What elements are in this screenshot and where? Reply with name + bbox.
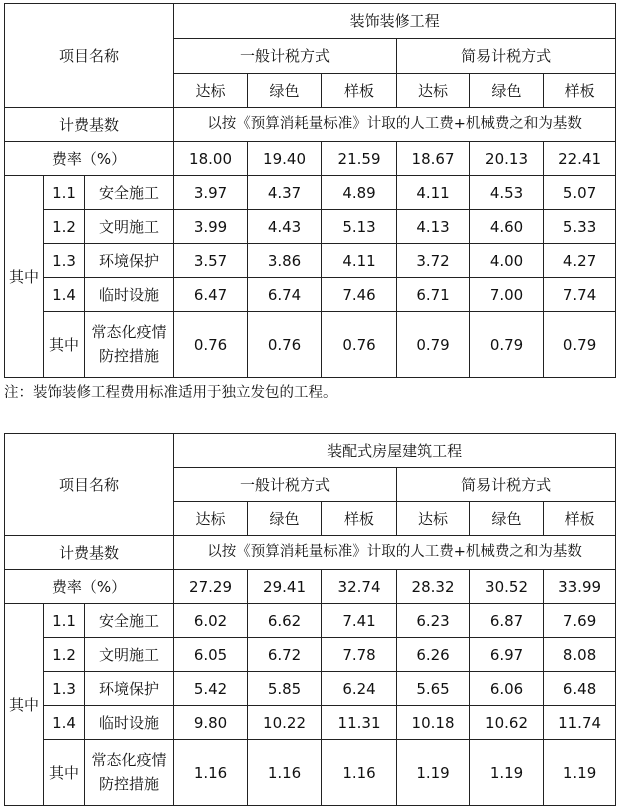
cell-value: 4.89 (322, 176, 397, 210)
cell-value: 6.24 (322, 672, 397, 706)
grade-header: 绿色 (470, 502, 544, 536)
basis-label: 计费基数 (5, 536, 174, 570)
cell-value: 6.72 (248, 638, 322, 672)
rate-value: 30.52 (470, 570, 544, 604)
grade-header: 绿色 (470, 74, 544, 108)
cell-value: 6.47 (174, 278, 248, 312)
cell-value: 5.07 (544, 176, 616, 210)
cell-value: 7.69 (544, 604, 616, 638)
cell-value: 4.11 (397, 176, 470, 210)
row-number: 1.4 (44, 278, 85, 312)
basis-value: 以按《预算消耗量标准》计取的人工费+机械费之和为基数 (174, 108, 616, 142)
grade-header: 样板 (544, 74, 616, 108)
cell-value: 6.74 (248, 278, 322, 312)
cell-value: 7.41 (322, 604, 397, 638)
row-number: 1.2 (44, 210, 85, 244)
rate-label: 费率（%） (5, 142, 174, 176)
rate-value: 33.99 (544, 570, 616, 604)
row-number: 1.3 (44, 244, 85, 278)
cell-value: 1.16 (174, 740, 248, 806)
simple-tax-method-header: 简易计税方式 (397, 39, 616, 74)
project-type-header: 装配式房屋建筑工程 (174, 434, 616, 468)
grade-header: 达标 (397, 502, 470, 536)
cell-value: 5.33 (544, 210, 616, 244)
rate-value: 27.29 (174, 570, 248, 604)
sub-group-label: 其中 (44, 312, 85, 378)
cell-value: 0.79 (470, 312, 544, 378)
row-number: 1.2 (44, 638, 85, 672)
grade-header: 达标 (397, 74, 470, 108)
sub-row-name: 常态化疫情防控措施 (85, 740, 174, 806)
grade-header: 绿色 (248, 74, 322, 108)
row-name: 临时设施 (85, 706, 174, 740)
cell-value: 4.11 (322, 244, 397, 278)
cell-value: 0.79 (544, 312, 616, 378)
footnote: 注：装饰装修工程费用标准适用于独立发包的工程。 (4, 385, 338, 401)
row-name: 文明施工 (85, 638, 174, 672)
cell-value: 0.76 (174, 312, 248, 378)
rate-value: 18.00 (174, 142, 248, 176)
cell-value: 4.00 (470, 244, 544, 278)
fee-table-decoration (4, 3, 616, 378)
cell-value: 4.53 (470, 176, 544, 210)
cell-value: 6.06 (470, 672, 544, 706)
row-name: 安全施工 (85, 604, 174, 638)
grade-header: 达标 (174, 74, 248, 108)
cell-value: 9.80 (174, 706, 248, 740)
rate-value: 21.59 (322, 142, 397, 176)
row-number: 1.1 (44, 604, 85, 638)
rate-value: 20.13 (470, 142, 544, 176)
cell-value: 5.42 (174, 672, 248, 706)
grade-header: 样板 (322, 502, 397, 536)
row-name: 环境保护 (85, 244, 174, 278)
row-name: 临时设施 (85, 278, 174, 312)
cell-value: 4.27 (544, 244, 616, 278)
sub-group-label: 其中 (44, 740, 85, 806)
row-number: 1.4 (44, 706, 85, 740)
sub-row-name: 常态化疫情防控措施 (85, 312, 174, 378)
cell-value: 4.37 (248, 176, 322, 210)
cell-value: 11.74 (544, 706, 616, 740)
cell-value: 6.62 (248, 604, 322, 638)
row-number: 1.1 (44, 176, 85, 210)
basis-label: 计费基数 (5, 108, 174, 142)
cell-value: 0.79 (397, 312, 470, 378)
cell-value: 10.22 (248, 706, 322, 740)
simple-tax-method-header: 简易计税方式 (397, 468, 616, 502)
rate-value: 22.41 (544, 142, 616, 176)
rate-value: 18.67 (397, 142, 470, 176)
row-name: 环境保护 (85, 672, 174, 706)
group-label: 其中 (5, 604, 44, 806)
cell-value: 5.85 (248, 672, 322, 706)
cell-value: 6.23 (397, 604, 470, 638)
cell-value: 7.46 (322, 278, 397, 312)
cell-value: 3.86 (248, 244, 322, 278)
cell-value: 5.65 (397, 672, 470, 706)
general-tax-method-header: 一般计税方式 (174, 39, 397, 74)
rate-label: 费率（%） (5, 570, 174, 604)
group-label: 其中 (5, 176, 44, 378)
grade-header: 样板 (544, 502, 616, 536)
cell-value: 6.02 (174, 604, 248, 638)
cell-value: 6.97 (470, 638, 544, 672)
rate-value: 19.40 (248, 142, 322, 176)
cell-value: 10.62 (470, 706, 544, 740)
cell-value: 3.99 (174, 210, 248, 244)
item-name-header: 项目名称 (5, 4, 174, 108)
rate-value: 28.32 (397, 570, 470, 604)
cell-value: 5.13 (322, 210, 397, 244)
cell-value: 6.71 (397, 278, 470, 312)
cell-value: 4.60 (470, 210, 544, 244)
cell-value: 7.00 (470, 278, 544, 312)
cell-value: 3.72 (397, 244, 470, 278)
cell-value: 3.57 (174, 244, 248, 278)
grade-header: 绿色 (248, 502, 322, 536)
project-type-header: 装饰装修工程 (174, 4, 616, 39)
grade-header: 达标 (174, 502, 248, 536)
general-tax-method-header: 一般计税方式 (174, 468, 397, 502)
cell-value: 1.16 (248, 740, 322, 806)
rate-value: 29.41 (248, 570, 322, 604)
cell-value: 7.74 (544, 278, 616, 312)
cell-value: 3.97 (174, 176, 248, 210)
cell-value: 1.19 (470, 740, 544, 806)
cell-value: 11.31 (322, 706, 397, 740)
cell-value: 4.43 (248, 210, 322, 244)
basis-value: 以按《预算消耗量标准》计取的人工费+机械费之和为基数 (174, 536, 616, 570)
cell-value: 0.76 (248, 312, 322, 378)
cell-value: 10.18 (397, 706, 470, 740)
cell-value: 8.08 (544, 638, 616, 672)
item-name-header: 项目名称 (5, 434, 174, 536)
cell-value: 6.26 (397, 638, 470, 672)
cell-value: 1.19 (544, 740, 616, 806)
row-name: 文明施工 (85, 210, 174, 244)
rate-value: 32.74 (322, 570, 397, 604)
fee-table-prefab (4, 433, 616, 806)
grade-header: 样板 (322, 74, 397, 108)
cell-value: 7.78 (322, 638, 397, 672)
cell-value: 1.16 (322, 740, 397, 806)
cell-value: 4.13 (397, 210, 470, 244)
cell-value: 0.76 (322, 312, 397, 378)
cell-value: 6.87 (470, 604, 544, 638)
row-name: 安全施工 (85, 176, 174, 210)
cell-value: 6.48 (544, 672, 616, 706)
cell-value: 1.19 (397, 740, 470, 806)
row-number: 1.3 (44, 672, 85, 706)
cell-value: 6.05 (174, 638, 248, 672)
